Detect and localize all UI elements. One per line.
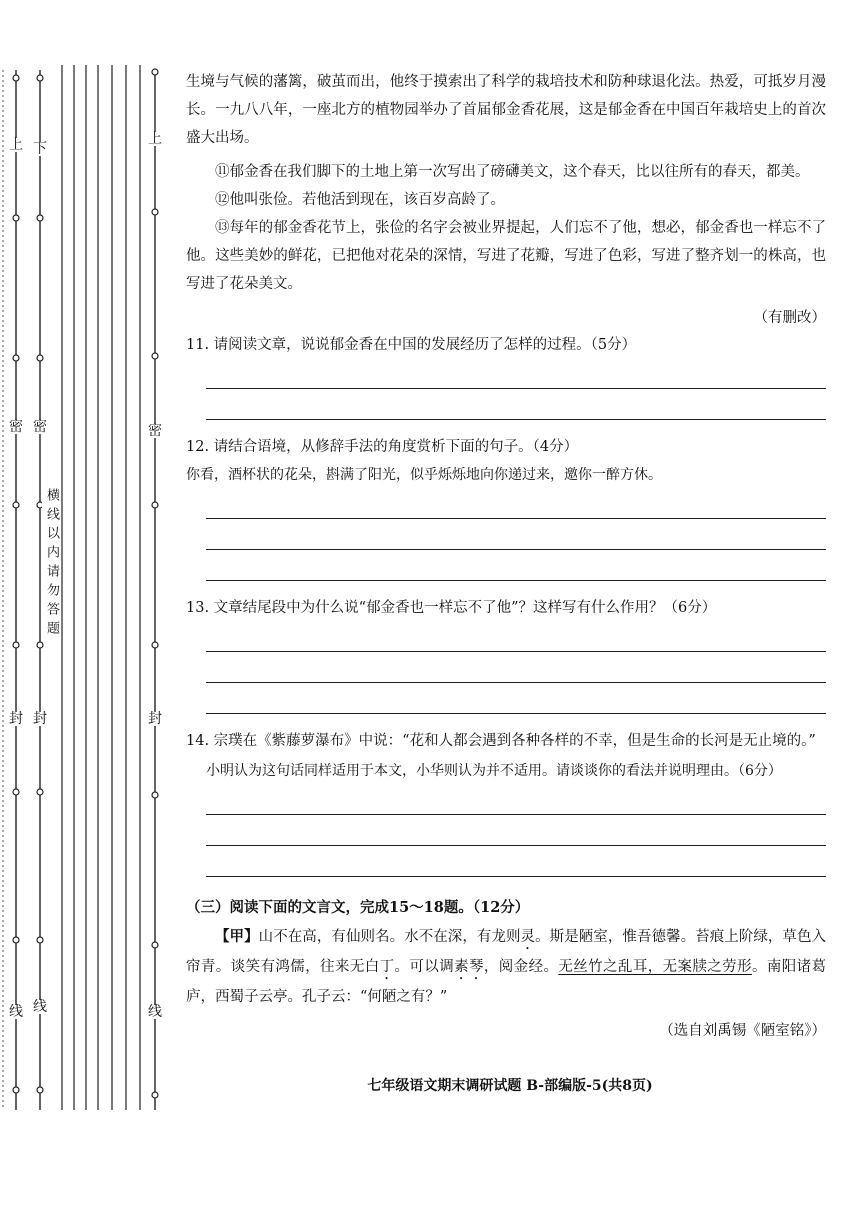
question-14: 14. 宗璞在《紫藤萝瀑布》中说：“花和人都会遇到各种各样的不幸，但是生命的长河是无止境的。” — [186, 733, 816, 749]
question-12: 12. 请结合语境，从修辞手法的角度赏析下面的句子。（4分） — [186, 439, 579, 455]
passage-paragraph-13: ⑬每年的郁金香花节上，张俭的名字会被业界提起，人们忘不了他，想必，郁金香也一样忘不了他。这些美妙的鲜花，已把他对花朵的深情，写进了花瓣，写进了色彩，写进了整齐划一的株高，也写进了花朵美文。 — [186, 220, 826, 292]
page-content — [186, 60, 826, 1045]
binding-margin — [0, 0, 160, 1215]
question-12-sentence: 你看，酒杯状的花朵，斟满了阳光，似乎烁烁地向你递过来，邀你一醉方休。 — [186, 467, 662, 483]
classical-source: （选自刘禹锡《陋室铭》） — [659, 1023, 826, 1039]
text-label-jia: 【甲】 — [215, 928, 259, 945]
binding-char-feng: 封 — [9, 711, 23, 727]
passage-paragraph-continued: 生境与气候的藩篱，破茧而出，他终于摸索出了科学的栽培技术和防种球退化法。热爱，可抵岁月漫长。一九八八年，一座北方的植物园举办了首届郁金香花展，这是郁金香在中国百年栽培史上的首次盛大出场。 — [186, 74, 826, 146]
answer-line[interactable] — [206, 519, 826, 550]
answer-line[interactable] — [206, 683, 826, 714]
answer-line[interactable] — [206, 621, 826, 652]
answer-line[interactable] — [206, 784, 826, 815]
classical-text — [186, 923, 826, 1011]
answer-line[interactable] — [206, 358, 826, 389]
binding-char-xian-inner: 线 — [33, 999, 47, 1015]
binding-notice: 横线以内请勿答题 — [44, 488, 59, 640]
answer-line[interactable] — [206, 652, 826, 683]
question-14-continued: 小明认为这句话同样适用于本文，小华则认为并不适用。请谈谈你的看法并说明理由。（6分） — [206, 763, 782, 779]
text-part: 。可以调 — [394, 959, 455, 975]
binding-char-shang: 上 — [9, 137, 23, 153]
binding-char-xia: 下 — [33, 141, 47, 157]
answer-line[interactable] — [206, 550, 826, 581]
binding-char-mi-outer: 密 — [148, 423, 162, 439]
question-13: 13. 文章结尾段中为什么说“郁金香也一样忘不了他”？这样写有什么作用？（6分） — [186, 600, 717, 616]
binding-char-xian-outer: 线 — [148, 1004, 162, 1020]
underlined-sentence: 无丝竹之乱耳，无案牍之劳形 — [558, 959, 752, 975]
dotted-word: 丁 — [379, 959, 395, 975]
passage-paragraph-12: ⑫他叫张俭。若他活到现在，该百岁高龄了。 — [215, 192, 505, 208]
text-part: ，阅金经。 — [483, 959, 559, 975]
answer-line[interactable] — [206, 389, 826, 420]
answer-line[interactable] — [206, 846, 826, 877]
binding-char-feng-inner: 封 — [33, 711, 47, 727]
text-part: 山不在高，有仙则名。水不在深，有龙则 — [258, 929, 521, 945]
answer-line[interactable] — [206, 815, 826, 846]
binding-char-shang-outer: 上 — [148, 131, 162, 147]
binding-char-mi-inner: 密 — [33, 419, 47, 435]
binding-char-xian: 线 — [9, 1004, 23, 1020]
page-footer: 七年级语文期末调研试题 B-部编版-5(共8页) — [367, 1078, 653, 1094]
binding-char-mi: 密 — [9, 419, 23, 435]
text-part: 。南阳诸葛庐，西蜀子云亭。孔子云：“何陋之有？” — [186, 959, 827, 1005]
binding-lines — [0, 0, 160, 1215]
binding-char-feng-outer: 封 — [148, 711, 162, 727]
question-11: 11. 请阅读文章，说说郁金香在中国的发展经历了怎样的过程。（5分） — [186, 337, 637, 353]
dotted-word: 素琴 — [454, 959, 484, 975]
section-3-title: （三）阅读下面的文言文，完成15～18题。（12分） — [186, 899, 530, 916]
text-part: 。斯是陋室，惟吾德馨。苔痕上阶绿，草色入帘青。谈笑有鸿儒，往来无白 — [186, 929, 827, 975]
abridged-note: （有删改） — [753, 310, 826, 326]
dotted-word: 灵 — [520, 929, 536, 945]
answer-line[interactable] — [206, 488, 826, 519]
passage-paragraph-11: ⑪郁金香在我们脚下的土地上第一次写出了磅礴美文，这个春天，比以往所有的春天，都美。 — [215, 164, 810, 180]
